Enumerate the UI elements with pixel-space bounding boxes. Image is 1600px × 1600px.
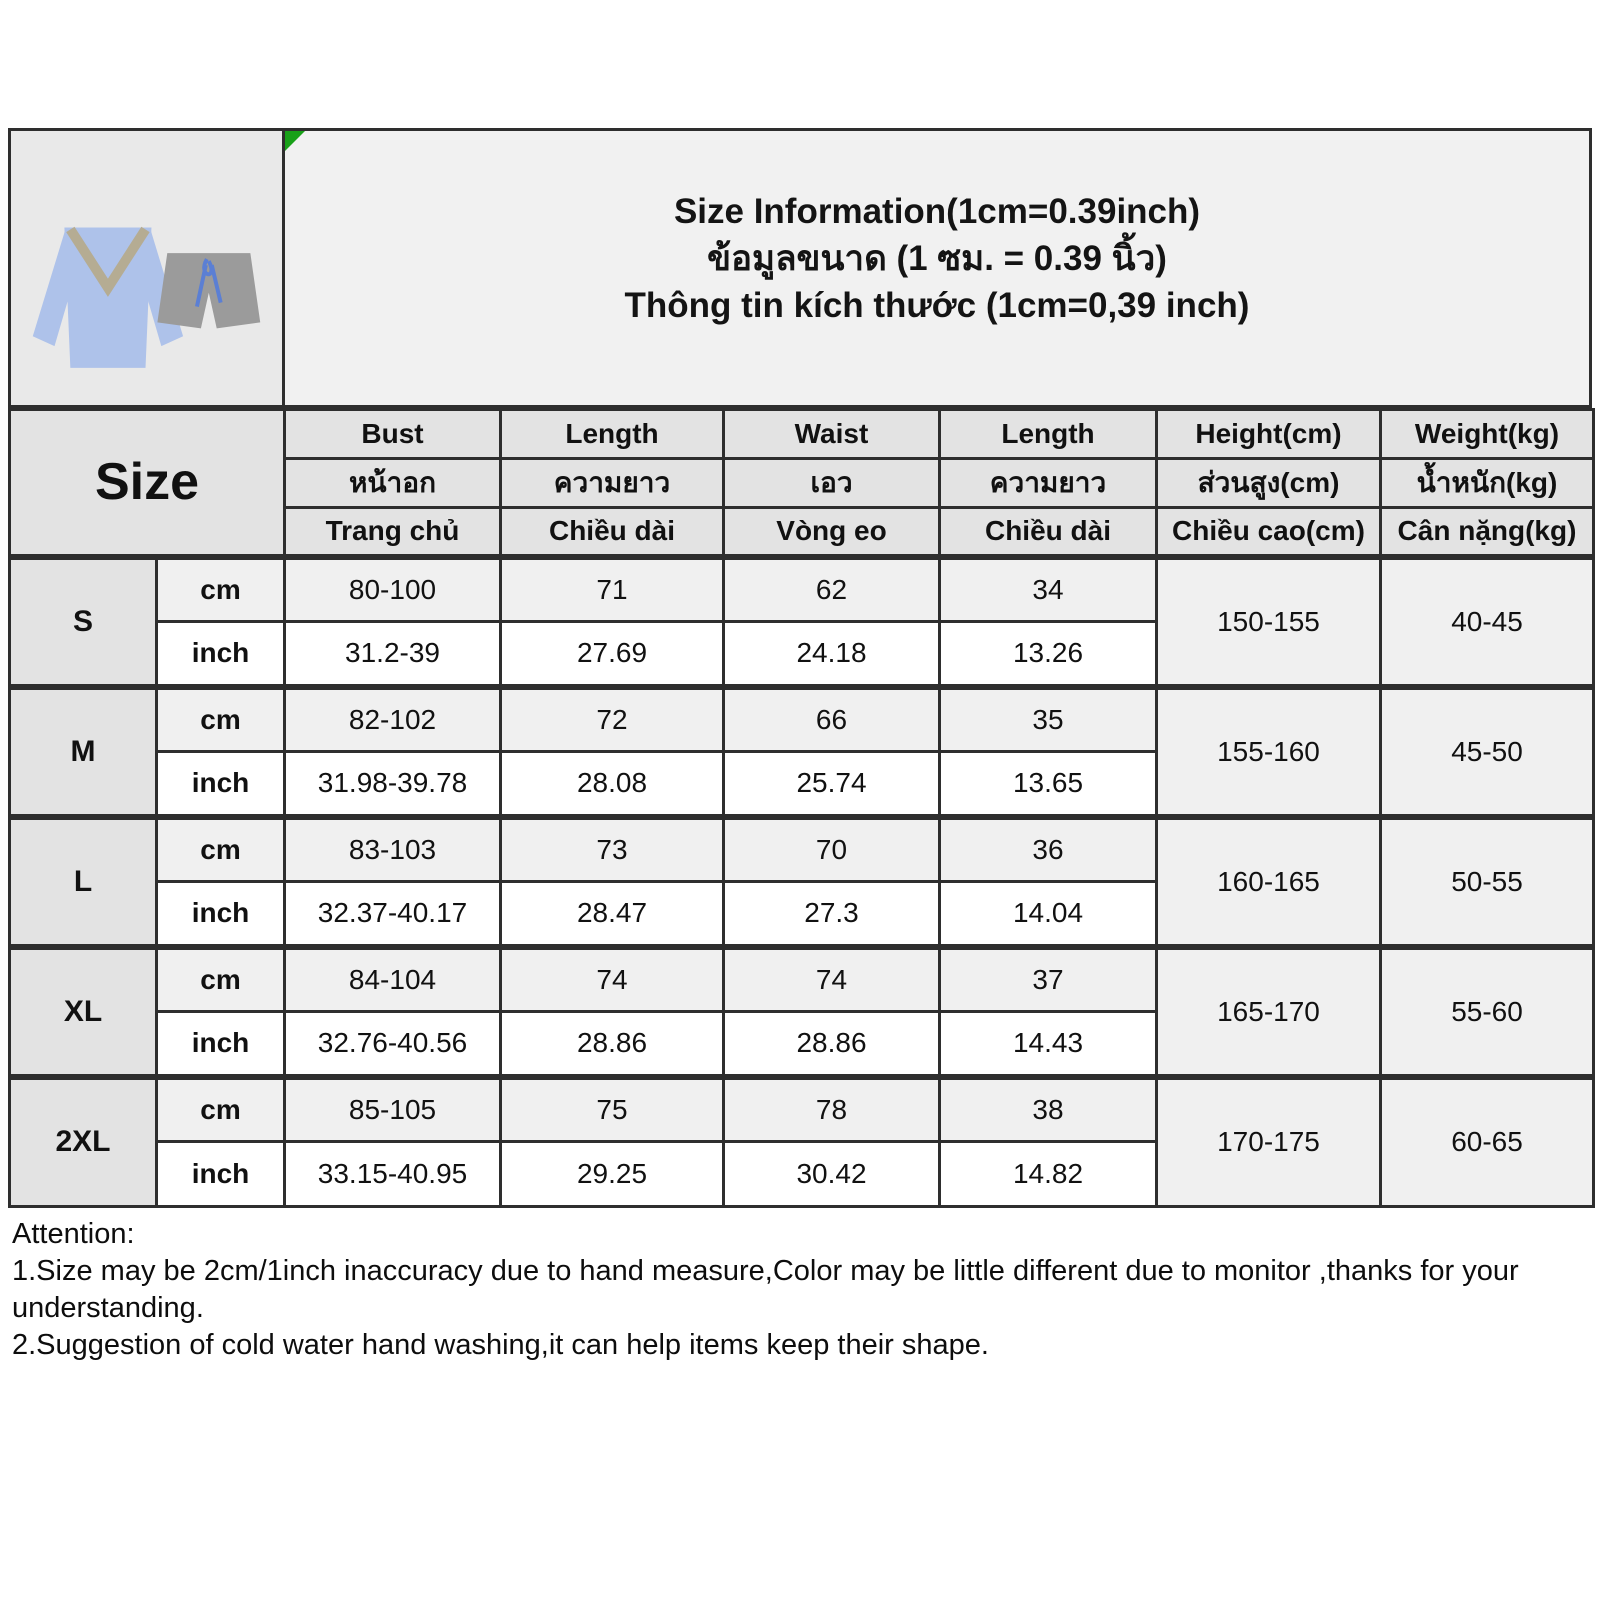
value-XL-inch-1: 28.86 <box>501 1012 724 1077</box>
value-S-cm-1: 71 <box>501 557 724 622</box>
value-XL-cm-1: 74 <box>501 947 724 1012</box>
value-S-cm-3: 34 <box>940 557 1157 622</box>
height-range-L: 160-165 <box>1157 817 1381 947</box>
value-2XL-cm-1: 75 <box>501 1077 724 1142</box>
col-header-length2-th: ความยาว <box>940 459 1157 508</box>
weight-range-XL: 55-60 <box>1381 947 1594 1077</box>
unit-cell-inch: inch <box>157 1012 285 1077</box>
value-M-inch-0: 31.98-39.78 <box>285 752 501 817</box>
weight-range-M: 45-50 <box>1381 687 1594 817</box>
value-M-inch-3: 13.65 <box>940 752 1157 817</box>
col-header-waist-th: เอว <box>724 459 940 508</box>
value-XL-cm-2: 74 <box>724 947 940 1012</box>
size-row-S-cm <box>10 557 1594 622</box>
unit-cell-cm: cm <box>157 557 285 622</box>
col-header-bust-en: Bust <box>285 410 501 459</box>
weight-range-S: 40-45 <box>1381 557 1594 687</box>
value-S-inch-0: 31.2-39 <box>285 622 501 687</box>
weight-range-L: 50-55 <box>1381 817 1594 947</box>
value-M-cm-3: 35 <box>940 687 1157 752</box>
value-2XL-inch-2: 30.42 <box>724 1142 940 1207</box>
col-header-weight-vi: Cân nặng(kg) <box>1381 508 1594 557</box>
value-L-inch-1: 28.47 <box>501 882 724 947</box>
col-header-waist-en: Waist <box>724 410 940 459</box>
col-header-length2-en: Length <box>940 410 1157 459</box>
page-title-th: ข้อมูลขนาด (1 ซม. = 0.39 นิ้ว) <box>707 239 1167 278</box>
product-photo-cell <box>11 131 285 405</box>
header-panel <box>8 128 1592 408</box>
value-S-inch-2: 24.18 <box>724 622 940 687</box>
height-range-M: 155-160 <box>1157 687 1381 817</box>
size-table-body <box>10 557 1594 1207</box>
size-label-S: S <box>10 557 157 687</box>
size-label-XL: XL <box>10 947 157 1077</box>
value-2XL-inch-0: 33.15-40.95 <box>285 1142 501 1207</box>
size-label-M: M <box>10 687 157 817</box>
value-2XL-inch-3: 14.82 <box>940 1142 1157 1207</box>
green-corner-icon <box>285 131 305 151</box>
value-L-inch-3: 14.04 <box>940 882 1157 947</box>
col-header-length1-vi: Chiều dài <box>501 508 724 557</box>
attention-heading: Attention: <box>12 1218 135 1250</box>
value-L-inch-0: 32.37-40.17 <box>285 882 501 947</box>
value-L-cm-3: 36 <box>940 817 1157 882</box>
value-2XL-cm-2: 78 <box>724 1077 940 1142</box>
col-header-waist-vi: Vòng eo <box>724 508 940 557</box>
value-L-cm-1: 73 <box>501 817 724 882</box>
size-row-2XL-cm <box>10 1077 1594 1142</box>
value-L-inch-2: 27.3 <box>724 882 940 947</box>
value-M-inch-2: 25.74 <box>724 752 940 817</box>
size-table <box>8 408 1595 1208</box>
size-label-L: L <box>10 817 157 947</box>
col-header-height-vi: Chiều cao(cm) <box>1157 508 1381 557</box>
value-XL-inch-3: 14.43 <box>940 1012 1157 1077</box>
value-XL-inch-0: 32.76-40.56 <box>285 1012 501 1077</box>
size-row-XL-cm <box>10 947 1594 1012</box>
col-header-length1-en: Length <box>501 410 724 459</box>
attention-note-1: 1.Size may be 2cm/1inch inaccuracy due to hand measure,Color may be little different due to monitor ,thanks for your understanding. <box>12 1255 1519 1324</box>
value-M-cm-0: 82-102 <box>285 687 501 752</box>
title-panel <box>285 131 1589 405</box>
size-column-header: Size <box>10 410 285 557</box>
value-XL-cm-0: 84-104 <box>285 947 501 1012</box>
product-image <box>11 131 282 405</box>
col-header-height-en: Height(cm) <box>1157 410 1381 459</box>
size-label-2XL: 2XL <box>10 1077 157 1207</box>
unit-cell-cm: cm <box>157 687 285 752</box>
value-XL-inch-2: 28.86 <box>724 1012 940 1077</box>
value-XL-cm-3: 37 <box>940 947 1157 1012</box>
col-header-bust-th: หน้าอก <box>285 459 501 508</box>
height-range-2XL: 170-175 <box>1157 1077 1381 1207</box>
value-M-cm-1: 72 <box>501 687 724 752</box>
size-row-L-cm <box>10 817 1594 882</box>
value-L-cm-2: 70 <box>724 817 940 882</box>
col-header-weight-th: น้ำหนัก(kg) <box>1381 459 1594 508</box>
header-row-en <box>10 410 1594 459</box>
value-2XL-cm-3: 38 <box>940 1077 1157 1142</box>
value-S-inch-1: 27.69 <box>501 622 724 687</box>
weight-range-2XL: 60-65 <box>1381 1077 1594 1207</box>
unit-cell-cm: cm <box>157 1077 285 1142</box>
value-S-cm-2: 62 <box>724 557 940 622</box>
attention-section <box>8 1216 1592 1364</box>
value-L-cm-0: 83-103 <box>285 817 501 882</box>
attention-note-2: 2.Suggestion of cold water hand washing,it can help items keep their shape. <box>12 1329 989 1361</box>
unit-cell-inch: inch <box>157 752 285 817</box>
value-M-cm-2: 66 <box>724 687 940 752</box>
unit-cell-cm: cm <box>157 947 285 1012</box>
unit-cell-inch: inch <box>157 622 285 687</box>
page-title-vi: Thông tin kích thước (1cm=0,39 inch) <box>624 286 1250 325</box>
col-header-height-th: ส่วนสูง(cm) <box>1157 459 1381 508</box>
value-M-inch-1: 28.08 <box>501 752 724 817</box>
size-table-header <box>10 410 1594 557</box>
col-header-length2-vi: Chiều dài <box>940 508 1157 557</box>
value-S-cm-0: 80-100 <box>285 557 501 622</box>
height-range-XL: 165-170 <box>1157 947 1381 1077</box>
unit-cell-inch: inch <box>157 882 285 947</box>
col-header-weight-en: Weight(kg) <box>1381 410 1594 459</box>
size-row-M-cm <box>10 687 1594 752</box>
value-S-inch-3: 13.26 <box>940 622 1157 687</box>
unit-cell-cm: cm <box>157 817 285 882</box>
unit-cell-inch: inch <box>157 1142 285 1207</box>
height-range-S: 150-155 <box>1157 557 1381 687</box>
value-2XL-inch-1: 29.25 <box>501 1142 724 1207</box>
col-header-bust-vi: Trang chủ <box>285 508 501 557</box>
page-title-en: Size Information(1cm=0.39inch) <box>673 192 1201 231</box>
value-2XL-cm-0: 85-105 <box>285 1077 501 1142</box>
col-header-length1-th: ความยาว <box>501 459 724 508</box>
